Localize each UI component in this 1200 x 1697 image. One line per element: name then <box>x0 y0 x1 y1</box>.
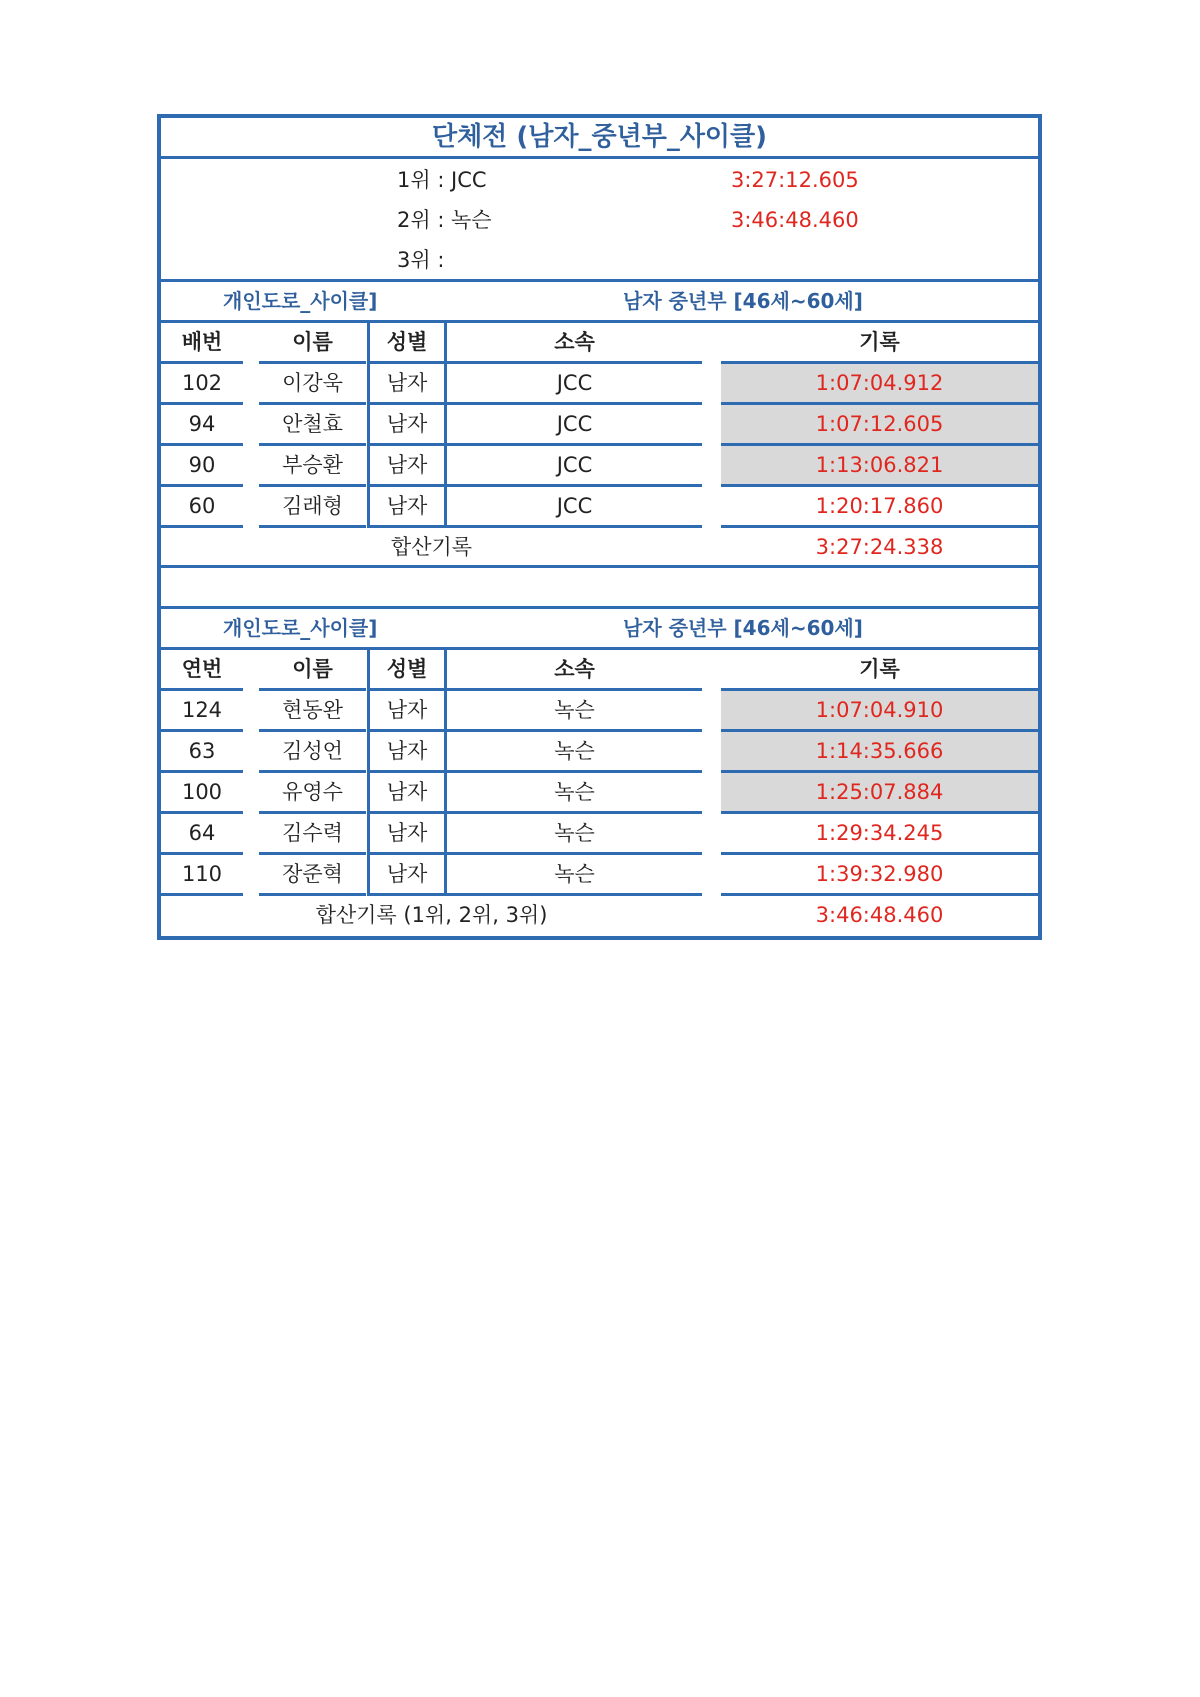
gender: 남자 <box>367 691 447 732</box>
gender: 남자 <box>367 364 447 405</box>
table-row <box>161 732 1038 773</box>
record-time: 1:25:07.884 <box>721 773 1038 814</box>
rank-team: 녹슨 <box>451 208 492 232</box>
rank-label: 3위 : <box>397 248 445 272</box>
bib-number: 110 <box>161 855 243 896</box>
gender: 남자 <box>367 446 447 487</box>
rank-label: 1위 : <box>397 168 445 192</box>
team: 녹슨 <box>447 732 702 773</box>
bib-number: 94 <box>161 405 243 446</box>
gender: 남자 <box>367 405 447 446</box>
bib-number: 63 <box>161 732 243 773</box>
table-row <box>161 691 1038 732</box>
team: JCC <box>447 446 702 487</box>
record-time: 1:07:04.912 <box>721 364 1038 405</box>
bib-number: 102 <box>161 364 243 405</box>
total-value: 3:27:24.338 <box>815 535 944 559</box>
table-row <box>161 773 1038 814</box>
total-value: 3:46:48.460 <box>815 903 944 927</box>
bib-number: 100 <box>161 773 243 814</box>
section-header-jcc <box>161 282 1038 323</box>
rank-time: 3:46:48.460 <box>731 208 859 232</box>
page-title: 단체전 (남자_중년부_사이클) <box>161 118 1038 159</box>
rank-label: 2위 : <box>397 208 445 232</box>
bib-number: 64 <box>161 814 243 855</box>
rank-row-2 <box>161 200 1038 240</box>
rank-row-1 <box>161 160 1038 200</box>
table-row <box>161 405 1038 446</box>
team: 녹슨 <box>447 773 702 814</box>
athlete-name: 안철효 <box>259 405 366 446</box>
athlete-name: 김수력 <box>259 814 366 855</box>
gender: 남자 <box>367 487 447 528</box>
results-sheet <box>157 114 1042 940</box>
record-time: 1:07:12.605 <box>721 405 1038 446</box>
section-header-noksun <box>161 609 1038 650</box>
athlete-name: 부승환 <box>259 446 366 487</box>
athlete-name: 김성언 <box>259 732 366 773</box>
athlete-name: 이강욱 <box>259 364 366 405</box>
spacer-row <box>161 568 1038 609</box>
table-row <box>161 855 1038 896</box>
record-time: 1:29:34.245 <box>721 814 1038 855</box>
column-header: 이름 <box>259 323 366 364</box>
team: JCC <box>447 487 702 528</box>
column-header: 배번 <box>161 323 243 364</box>
division-name: 남자 중년부 [46세~60세] <box>623 616 863 640</box>
team: 녹슨 <box>447 814 702 855</box>
table-row <box>161 487 1038 528</box>
table-header-row <box>161 323 1038 364</box>
column-header: 소속 <box>447 323 702 364</box>
total-row-jcc <box>161 528 1038 568</box>
results-table-jcc <box>161 323 1038 528</box>
gender: 남자 <box>367 814 447 855</box>
column-header: 연번 <box>161 650 243 691</box>
team-ranking-summary <box>161 159 1038 282</box>
table-row <box>161 446 1038 487</box>
team: JCC <box>447 364 702 405</box>
total-row-noksun <box>161 896 1038 936</box>
gender: 남자 <box>367 855 447 896</box>
record-time: 1:13:06.821 <box>721 446 1038 487</box>
gender: 남자 <box>367 773 447 814</box>
column-header: 소속 <box>447 650 702 691</box>
team: 녹슨 <box>447 691 702 732</box>
record-time: 1:07:04.910 <box>721 691 1038 732</box>
rank-time: 3:27:12.605 <box>731 168 859 192</box>
athlete-name: 장준혁 <box>259 855 366 896</box>
table-row <box>161 364 1038 405</box>
column-header: 성별 <box>367 323 447 364</box>
athlete-name: 유영수 <box>259 773 366 814</box>
division-name: 남자 중년부 [46세~60세] <box>623 289 863 313</box>
record-time: 1:14:35.666 <box>721 732 1038 773</box>
column-header: 성별 <box>367 650 447 691</box>
record-time: 1:39:32.980 <box>721 855 1038 896</box>
total-label: 합산기록 (1위, 2위, 3위) <box>315 903 548 927</box>
column-header: 기록 <box>721 323 1038 364</box>
column-header: 이름 <box>259 650 366 691</box>
bib-number: 60 <box>161 487 243 528</box>
team: JCC <box>447 405 702 446</box>
rank-team: JCC <box>451 168 487 192</box>
table-header-row <box>161 650 1038 691</box>
event-name: 개인도로_사이클] <box>223 616 378 640</box>
team: 녹슨 <box>447 855 702 896</box>
rank-row-3 <box>161 240 1038 280</box>
bib-number: 124 <box>161 691 243 732</box>
record-time: 1:20:17.860 <box>721 487 1038 528</box>
table-row <box>161 814 1038 855</box>
athlete-name: 현동완 <box>259 691 366 732</box>
results-table-noksun <box>161 650 1038 896</box>
bib-number: 90 <box>161 446 243 487</box>
total-label: 합산기록 <box>390 535 473 559</box>
gender: 남자 <box>367 732 447 773</box>
column-header: 기록 <box>721 650 1038 691</box>
athlete-name: 김래형 <box>259 487 366 528</box>
event-name: 개인도로_사이클] <box>223 289 378 313</box>
